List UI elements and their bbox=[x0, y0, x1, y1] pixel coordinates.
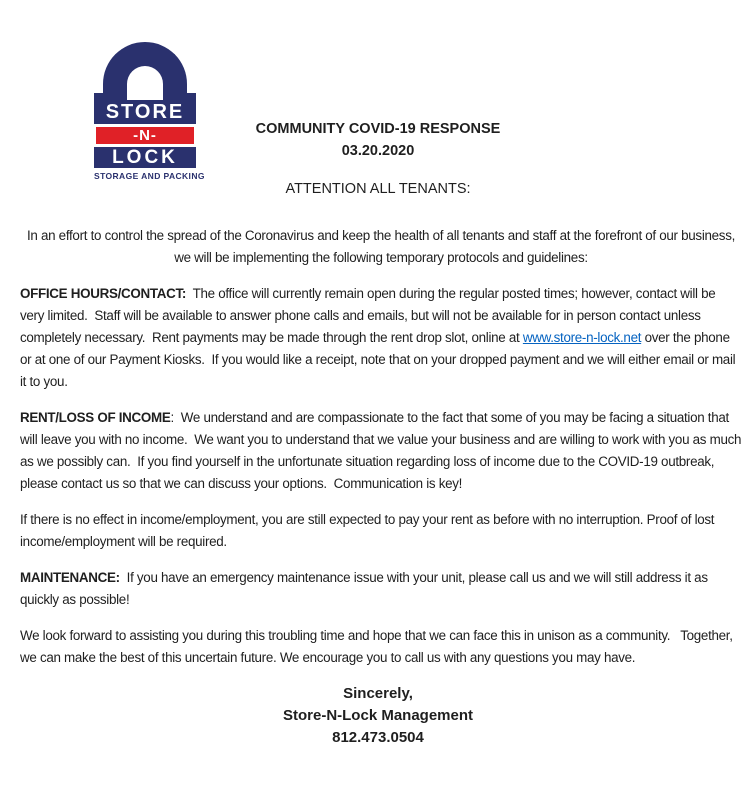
paragraph bbox=[20, 625, 742, 669]
logo-n-text: -N- bbox=[133, 127, 157, 144]
document-title: COMMUNITY COVID-19 RESPONSE bbox=[255, 121, 501, 137]
logo-store-bar bbox=[94, 100, 196, 124]
paragraph bbox=[20, 407, 745, 495]
logo-lock-text: LOCK bbox=[112, 146, 178, 168]
paragraph-text: We look forward to assisting you during this troubling time and hope that we can face this in unison as a community. Together, we can make the best of this uncertain future. We encourage you to call us with any questions you may have. bbox=[20, 628, 737, 665]
letter-body bbox=[0, 225, 756, 669]
signature-block bbox=[0, 683, 756, 749]
paragraph bbox=[20, 509, 742, 553]
logo-lock-bar bbox=[94, 147, 196, 168]
paragraph-text: If you have an emergency maintenance issue with your unit, please call us and we will still address it as quickly as possible! bbox=[20, 570, 712, 607]
logo-n-bar bbox=[96, 127, 194, 144]
paragraph-text: In an effort to control the spread of the Coronavirus and keep the health of all tenants and staff at the forefront of our business, we will be implementing the following temporary protocols and guidelines: bbox=[26, 228, 739, 265]
paragraph bbox=[20, 567, 742, 611]
store-n-lock-logo bbox=[94, 42, 205, 190]
paragraph-heading: OFFICE HOURS/CONTACT: bbox=[20, 286, 187, 301]
salutation: ATTENTION ALL TENANTS: bbox=[285, 181, 471, 197]
paragraph-text: If there is no effect in income/employment, you are still expected to pay your rent as before with no interruption. Proof of lost income/employment will be required. bbox=[20, 512, 718, 549]
paragraph-text: The office will currently remain open during the regular posted times; however, contact will be very limited. Staff will be available to answer phone calls and emails, but will not be available for in person contact unless completely necessary. Rent payments may be made through the rent drop slot, online at bbox=[20, 286, 719, 345]
padlock-shackle-icon bbox=[103, 42, 187, 102]
paragraph bbox=[20, 283, 742, 393]
signature-name: Store-N-Lock Management bbox=[282, 707, 474, 724]
paragraph-text: : We understand and are compassionate to the fact that some of you may be facing a situation that will leave you with no income. We want you to understand that we value your business and are willing to work with you as much as we possibly can. If you find yourself in the unfortunate situation regarding loss of income due to the COVID-19 outbreak, please contact us so that we can discuss your options. Communication is key! bbox=[20, 410, 745, 491]
paragraph-text: over the phone or at one of our Payment Kiosks. If you would like a receipt, note that on your dropped payment and we will either email or mail it to you. bbox=[20, 330, 739, 389]
website-link[interactable]: www.store-n-lock.net bbox=[522, 330, 642, 345]
document-date: 03.20.2020 bbox=[341, 143, 415, 159]
signature-phone: 812.473.0504 bbox=[332, 729, 424, 746]
paragraph-heading: RENT/LOSS OF INCOME bbox=[20, 410, 171, 425]
logo-store-text: STORE bbox=[105, 100, 185, 123]
signature-closing: Sincerely, bbox=[343, 685, 413, 702]
paragraph-heading: MAINTENANCE: bbox=[20, 570, 120, 585]
logo-tagline: STORAGE AND PACKING bbox=[94, 171, 205, 181]
paragraph bbox=[20, 225, 742, 269]
